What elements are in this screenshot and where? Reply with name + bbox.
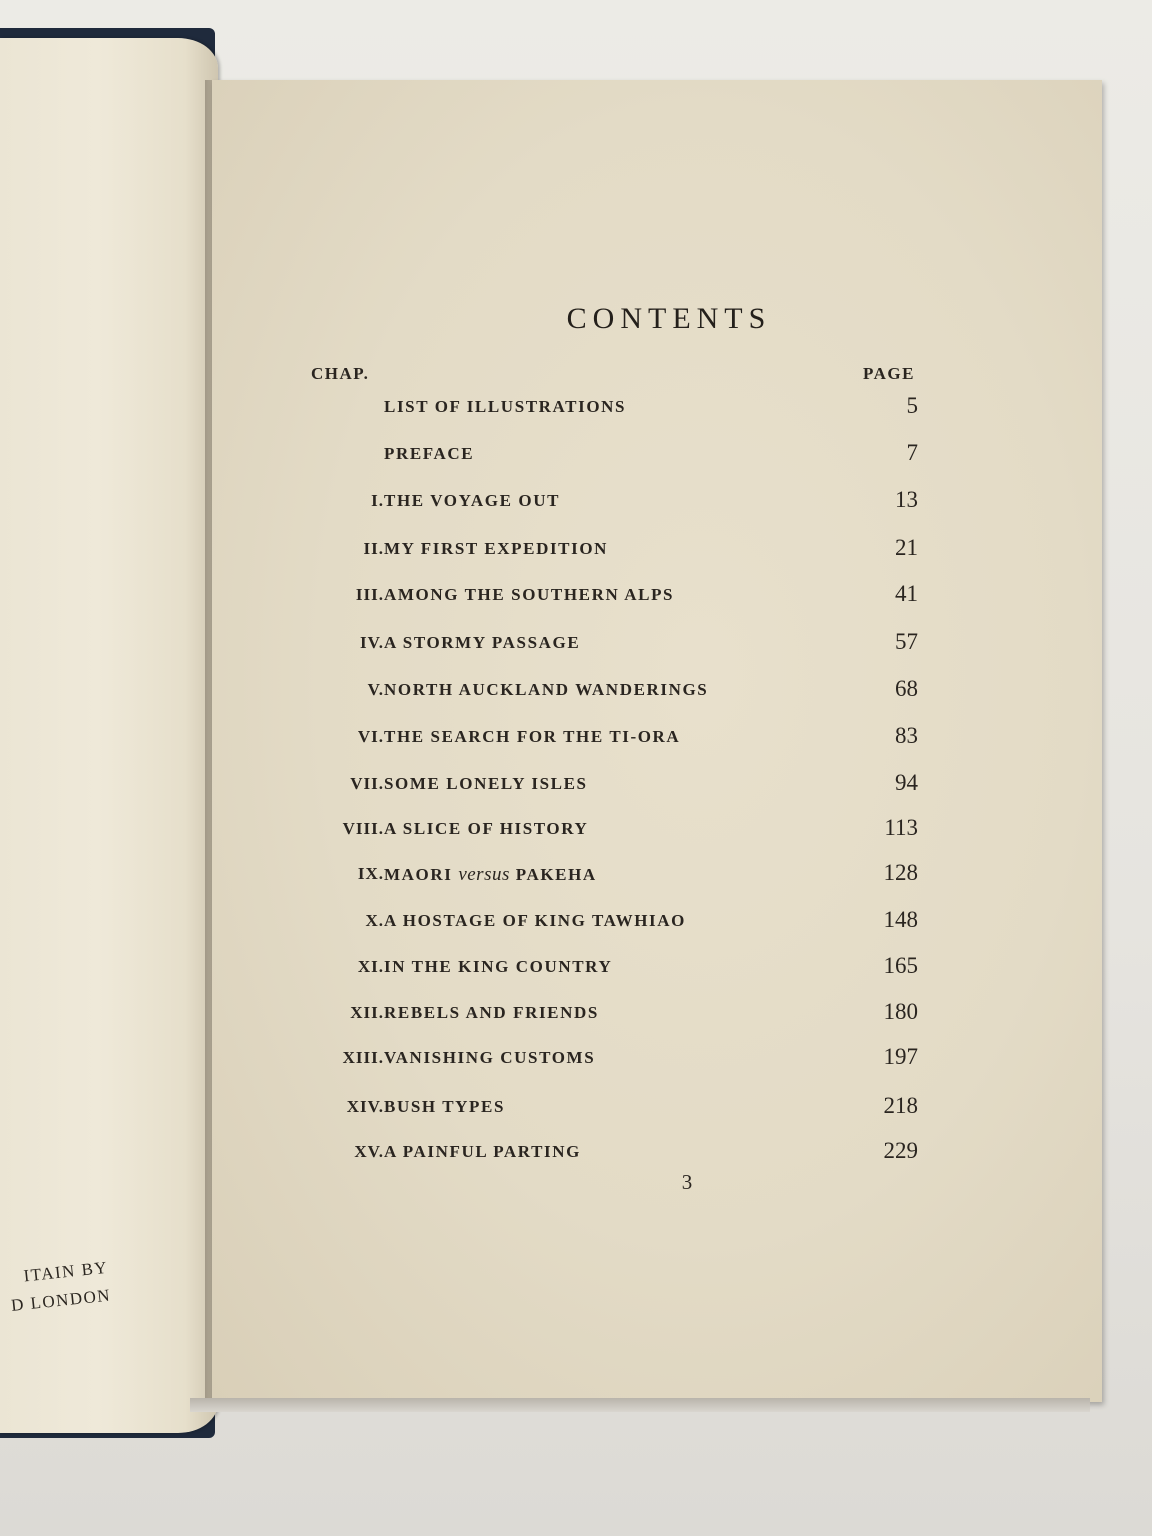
- chapter-number: XV.: [354, 1142, 384, 1161]
- toc-entry: [212, 1093, 1102, 1127]
- toc-entry: [212, 860, 1102, 894]
- chapter-title: BUSH TYPES: [384, 1097, 506, 1116]
- chapter-title: THE SEARCH FOR THE TI-ORA: [384, 727, 681, 746]
- left-page: [0, 38, 218, 1433]
- toc-entry: [212, 1138, 1102, 1172]
- page-number: 5: [906, 393, 918, 418]
- chapter-title: A SLICE OF HISTORY: [384, 819, 589, 838]
- chapter-title: VANISHING CUSTOMS: [384, 1048, 596, 1067]
- toc-entry: [212, 487, 1102, 521]
- chapter-title: THE VOYAGE OUT: [384, 491, 561, 510]
- toc-entry: [212, 629, 1102, 663]
- chapter-number: III.: [355, 585, 384, 604]
- chapter-title: MY FIRST EXPEDITION: [384, 539, 609, 558]
- page-number: 21: [895, 535, 918, 560]
- table-of-contents: [212, 80, 1102, 1402]
- chapter-number: VII.: [350, 774, 384, 793]
- toc-entry: [212, 535, 1102, 569]
- chapter-number: IX.: [357, 864, 384, 883]
- chapter-title: A STORMY PASSAGE: [384, 633, 581, 652]
- page-number: 13: [895, 487, 918, 512]
- page-number: 7: [906, 440, 918, 465]
- page-number: 218: [883, 1093, 918, 1118]
- chapter-title: AMONG THE SOUTHERN ALPS: [384, 585, 675, 604]
- page-number: 128: [883, 860, 918, 885]
- toc-entry: [212, 770, 1102, 804]
- chapter-title: PREFACE: [384, 444, 475, 463]
- chapter-number: VI.: [357, 727, 384, 746]
- chapter-title: IN THE KING COUNTRY: [384, 957, 613, 976]
- chapter-number: V.: [367, 680, 384, 699]
- chapter-title: A HOSTAGE OF KING TAWHIAO: [384, 911, 686, 930]
- toc-entry: [212, 907, 1102, 941]
- chap-column-header: CHAP.: [311, 364, 370, 383]
- book-bottom-edge: [190, 1398, 1090, 1412]
- page-number: 83: [895, 723, 918, 748]
- page-number: 165: [883, 953, 918, 978]
- page-number: 197: [883, 1044, 918, 1069]
- page-number: 229: [883, 1138, 918, 1163]
- page-number: 41: [895, 581, 918, 606]
- chapter-title-part-a: MAORI: [384, 865, 453, 884]
- chapter-number: XI.: [357, 957, 384, 976]
- toc-entry: [212, 1044, 1102, 1078]
- page-number: 94: [895, 770, 918, 795]
- chapter-number: I.: [371, 491, 384, 510]
- chapter-number: XIV.: [346, 1097, 384, 1116]
- folio-page-number: 3: [681, 1170, 693, 1194]
- chapter-number: IV.: [360, 633, 384, 652]
- chapter-number: II.: [363, 539, 384, 558]
- chapter-title: NORTH AUCKLAND WANDERINGS: [384, 680, 709, 699]
- page-column-header: PAGE: [863, 364, 915, 383]
- chapter-number: X.: [365, 911, 384, 930]
- page-title: CONTENTS: [566, 302, 772, 335]
- toc-entry: [212, 999, 1102, 1033]
- page-number: 57: [895, 629, 918, 654]
- chapter-title: [384, 864, 597, 886]
- contents-page: [212, 80, 1102, 1402]
- page-number: 68: [895, 676, 918, 701]
- chapter-title: A PAINFUL PARTING: [384, 1142, 581, 1161]
- chapter-number: VIII.: [342, 819, 384, 838]
- imprint-text: [0, 1254, 112, 1329]
- page-number: 148: [883, 907, 918, 932]
- chapter-title: LIST OF ILLUSTRATIONS: [384, 397, 627, 416]
- page-number: 180: [883, 999, 918, 1024]
- chapter-title: REBELS AND FRIENDS: [384, 1003, 599, 1022]
- toc-entry: [212, 723, 1102, 757]
- toc-entry: [212, 393, 1102, 427]
- chapter-number: XII.: [350, 1003, 384, 1022]
- toc-entry: [212, 815, 1102, 849]
- toc-entry: [212, 676, 1102, 710]
- toc-entry: [212, 581, 1102, 615]
- toc-entry: [212, 953, 1102, 987]
- chapter-title: SOME LONELY ISLES: [384, 774, 588, 793]
- imprint-line-1: ITAIN BY: [22, 1257, 109, 1286]
- chapter-number: XIII.: [342, 1048, 384, 1067]
- imprint-line-2: D LONDON: [10, 1285, 112, 1315]
- chapter-title-part-b: PAKEHA: [515, 865, 597, 884]
- toc-entry: [212, 440, 1102, 474]
- page-number: 113: [884, 815, 918, 840]
- chapter-title-italic: versus: [458, 864, 510, 885]
